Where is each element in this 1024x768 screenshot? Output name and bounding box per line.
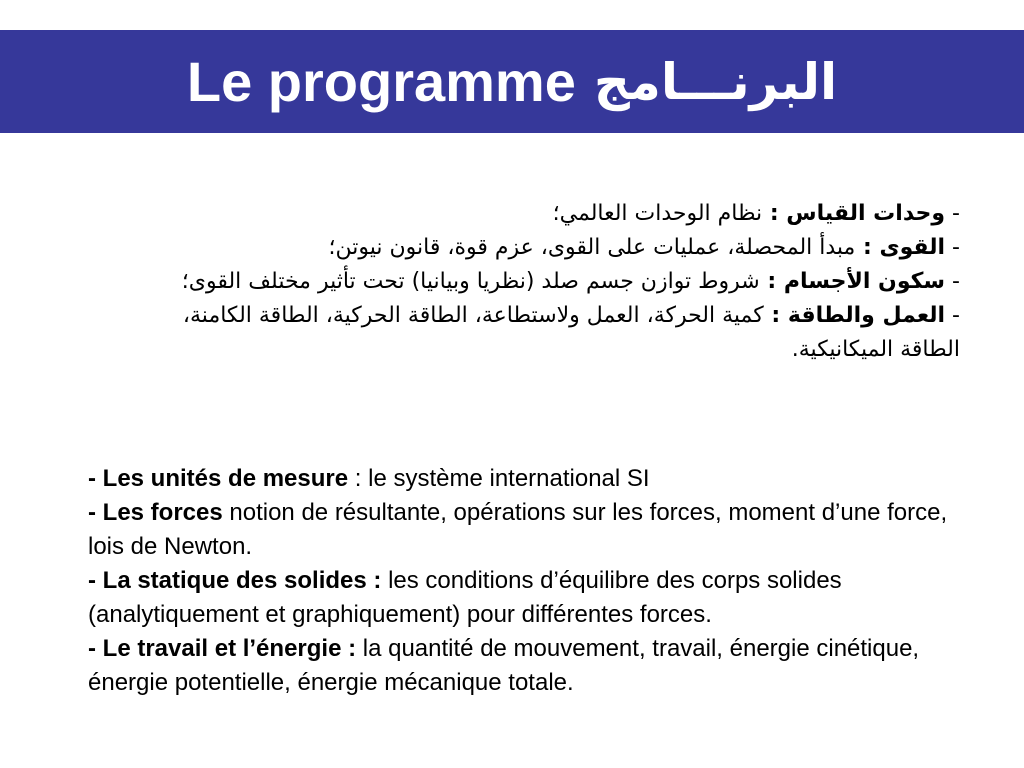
title-arabic: البرنـــامج bbox=[593, 52, 838, 111]
french-item-term: - Les forces bbox=[88, 499, 223, 526]
arabic-item-prefix: - bbox=[945, 201, 960, 226]
arabic-program-list bbox=[150, 197, 960, 367]
arabic-item-description: شروط توازن جسم صلد (نظريا وبيانيا) تحت تأثير مختلف القوى؛ bbox=[181, 269, 760, 294]
arabic-item-description: كمية الحركة، العمل ولاستطاعة، الطاقة الحركية، الطاقة الكامنة، الطاقة الميكانيكية. bbox=[182, 303, 960, 362]
french-item-term: - Les unités de mesure bbox=[88, 465, 349, 492]
arabic-item-term: سكون الأجسام bbox=[783, 269, 946, 294]
french-item-separator bbox=[356, 635, 363, 662]
arabic-item-prefix: - bbox=[945, 269, 960, 294]
french-item-term: - Le travail et l’énergie : bbox=[88, 635, 357, 662]
french-item-description: la quantité de mouvement, travail, énergie cinétique, énergie potentielle, énergie mécanique totale. bbox=[88, 635, 920, 696]
arabic-item-separator: : bbox=[855, 235, 880, 260]
french-item-description: le système international SI bbox=[368, 465, 650, 492]
arabic-item-term: العمل والطاقة bbox=[787, 303, 946, 328]
french-item-term: - La statique des solides : bbox=[88, 567, 382, 594]
slide-title bbox=[186, 49, 838, 113]
french-item-description: notion de résultante, opérations sur les forces, moment d’une force, lois de Newton. bbox=[88, 499, 948, 560]
french-item-separator: : bbox=[348, 465, 369, 492]
french-item-forces bbox=[88, 496, 968, 564]
arabic-item-description: مبدأ المحصلة، عمليات على القوى، عزم قوة، قانون نيوتن؛ bbox=[328, 235, 856, 260]
title-bar bbox=[0, 30, 1024, 133]
arabic-item-forces bbox=[150, 231, 960, 265]
french-program-list bbox=[88, 462, 968, 700]
arabic-item-separator: : bbox=[763, 303, 788, 328]
french-item-description: les conditions d’équilibre des corps solides (analytiquement et graphiquement) pour différentes forces. bbox=[88, 567, 842, 628]
arabic-item-work-energy bbox=[150, 299, 960, 367]
arabic-item-prefix: - bbox=[945, 303, 960, 328]
arabic-item-separator: : bbox=[762, 201, 787, 226]
arabic-item-term: القوى bbox=[879, 235, 946, 260]
arabic-item-statics bbox=[150, 265, 960, 299]
french-item-statics bbox=[88, 564, 968, 632]
arabic-item-prefix: - bbox=[945, 235, 960, 260]
arabic-item-units bbox=[150, 197, 960, 231]
title-french: Le programme bbox=[186, 49, 576, 113]
french-item-units bbox=[88, 462, 968, 496]
arabic-item-separator: : bbox=[759, 269, 784, 294]
arabic-item-description: نظام الوحدات العالمي؛ bbox=[552, 201, 763, 226]
arabic-item-term: وحدات القياس bbox=[786, 201, 946, 226]
french-item-work-energy bbox=[88, 632, 968, 700]
